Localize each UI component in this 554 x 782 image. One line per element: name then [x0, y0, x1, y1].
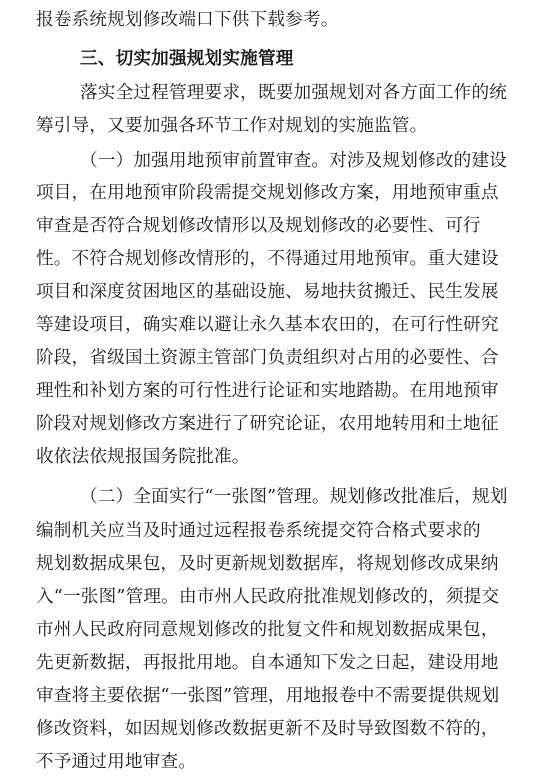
- text-line-7: 审查是否符合规划修改情形以及规划修改的必要性、可行: [36, 216, 481, 236]
- text-line-17: 规划数据成果包，及时更新规划数据库，将规划修改成果纳: [36, 554, 499, 574]
- text-line-9: 项目和深度贫困地区的基础设施、易地扶贫搬迁、民生发展: [36, 282, 499, 302]
- subsection-two-line-1: （二）全面实行“一张图”管理。规划修改批准后，规划: [80, 487, 508, 507]
- text-line-22: 修改资料，如因规划修改数据更新不及时导致图数不符的，: [36, 719, 499, 739]
- text-line-21: 审查将主要依据“一张图”管理，用地报卷中不需要提供规划: [36, 686, 500, 706]
- text-line-3: 落实全过程管理要求，既要加强规划对各方面工作的统: [80, 83, 508, 103]
- text-line-20: 先更新数据，再报批用地。自本通知下发之日起，建设用地: [36, 653, 499, 673]
- text-line-12: 理性和补划方案的可行性进行论证和实地踏勘。在用地预审: [36, 381, 499, 401]
- text-line-8: 性。不符合规划修改情形的，不得通过用地预审。重大建设: [36, 249, 499, 269]
- text-line-4: 筹引导，又要加强各环节工作对规划的实施监管。: [36, 116, 428, 136]
- text-line-1: 报卷系统规划修改端口下供下载参考。: [36, 10, 339, 30]
- text-line-19: 市州人民政府同意规划修改的批复文件和规划数据成果包，: [36, 620, 499, 640]
- section-heading: 三、切实加强规划实施管理: [80, 49, 294, 69]
- text-line-6: 项目，在用地预审阶段需提交规划修改方案，用地预审重点: [36, 183, 499, 203]
- text-line-14: 收依法依规报国务院批准。: [36, 447, 250, 467]
- text-line-23: 不予通过用地审查。: [36, 752, 197, 772]
- text-line-16: 编制机关应当及时通过远程报卷系统提交符合格式要求的: [36, 521, 481, 541]
- text-line-13: 阶段对规划修改方案进行了研究论证，农用地转用和土地征: [36, 414, 499, 434]
- text-line-18: 入“一张图”管理。由市州人民政府批准规划修改的，须提交: [36, 587, 500, 607]
- subsection-one-line-1: （一）加强用地预审前置审查。对涉及规划修改的建设: [80, 151, 508, 171]
- text-line-10: 等建设项目，确实难以避让永久基本农田的，在可行性研究: [36, 315, 499, 335]
- text-line-11: 阶段，省级国土资源主管部门负责组织对占用的必要性、合: [36, 348, 499, 368]
